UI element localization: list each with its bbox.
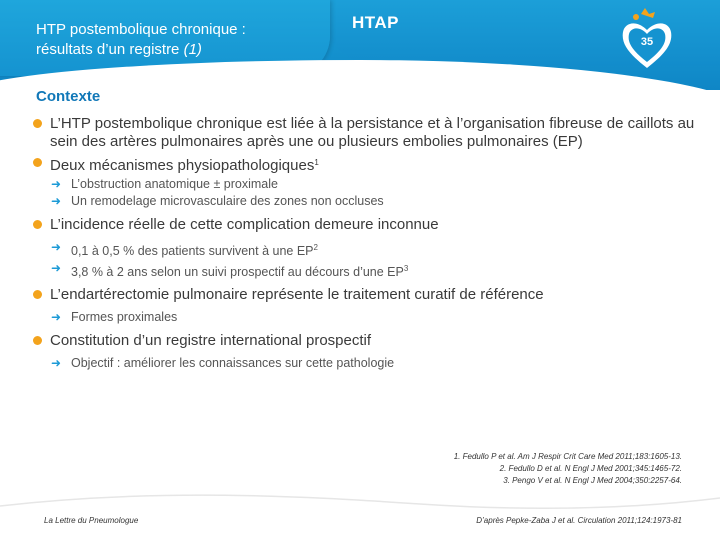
reference-superscript: 2	[313, 243, 318, 252]
bullet-dot-icon	[33, 158, 42, 167]
bullet-text: L’endartérectomie pulmonaire représente le traitement curatif de référence	[50, 286, 544, 303]
sub-bullet-text: Un remodelage microvasculaire des zones non occluses	[71, 194, 384, 208]
arrow-right-icon: ➜	[51, 356, 62, 370]
bullet-text: L’HTP postembolique chronique est liée à la persistance et à l’organisation fibreuse de caillots au sein des artères pulmonaires après une ou plusieurs embolies pulmonaires (EP)	[50, 115, 695, 150]
reference-superscript: 3	[403, 264, 409, 273]
sub-bullet-text: L’obstruction anatomique ± proximale	[71, 177, 278, 191]
reference-item: 1. Fedullo P et al. Am J Respir Crit Care Med 2011;183:1605-13.	[453, 452, 682, 461]
slide-title-number: (1)	[183, 41, 202, 58]
bullet-text: Constitution d’un registre international prospectif	[50, 332, 372, 349]
arrow-right-icon: ➜	[51, 194, 62, 208]
reference-item: 3. Pengo V et al. N Engl J Med 2004;350:2257-64.	[503, 476, 682, 485]
section-title: Contexte	[36, 88, 101, 105]
sub-bullet-item	[33, 261, 703, 280]
reference-superscript: 1	[314, 158, 319, 167]
bullet-item	[33, 154, 703, 175]
sub-bullet-item	[33, 240, 703, 259]
bullet-item	[33, 286, 703, 304]
bullet-item	[33, 332, 703, 350]
slide-content	[33, 88, 703, 371]
journal-name: La Lettre du Pneumologue	[44, 516, 139, 525]
topic-tag: HTAP	[352, 13, 400, 32]
bullet-text: Deux mécanismes physiopathologiques	[50, 157, 315, 174]
arrow-right-icon: ➜	[51, 261, 62, 275]
bullet-dot-icon	[33, 220, 42, 229]
bullet-dot-icon	[33, 119, 42, 128]
sub-bullet-text: 3,8 % à 2 ans selon un suivi prospectif au décours d’une EP	[71, 265, 404, 279]
heart-logo	[619, 8, 675, 72]
source-citation: D’après Pepke-Zaba J et al. Circulation 2011;124:1973-81	[476, 516, 682, 525]
sub-bullet-item	[33, 177, 703, 192]
bullet-item	[33, 115, 703, 151]
slide-title-line2: résultats d’un registre	[36, 41, 180, 58]
sub-bullet-text: Objectif : améliorer les connaissances sur cette pathologie	[71, 356, 395, 370]
bullet-dot-icon	[33, 290, 42, 299]
sub-bullet-text: Formes proximales	[71, 310, 178, 324]
sub-bullet-item	[33, 194, 703, 209]
slide-title	[36, 20, 246, 60]
arrow-right-icon: ➜	[51, 310, 62, 324]
sub-bullet-text: 0,1 à 0,5 % des patients survivent à une EP	[71, 244, 314, 258]
reference-item: 2. Fedullo D et al. N Engl J Med 2001;345:1465-72.	[499, 464, 682, 473]
slide-title-line1: HTP postembolique chronique :	[36, 21, 246, 38]
sub-bullet-item	[33, 310, 703, 325]
arrow-right-icon: ➜	[51, 240, 62, 254]
arrow-right-icon: ➜	[51, 177, 62, 191]
footer-decoration	[0, 478, 720, 540]
bullet-item	[33, 216, 703, 234]
slide-number: 35	[640, 36, 654, 48]
slide-header	[0, 0, 720, 90]
bullet-dot-icon	[33, 336, 42, 345]
sub-bullet-item	[33, 356, 703, 371]
bullet-text: L’incidence réelle de cette complication demeure inconnue	[50, 216, 439, 233]
